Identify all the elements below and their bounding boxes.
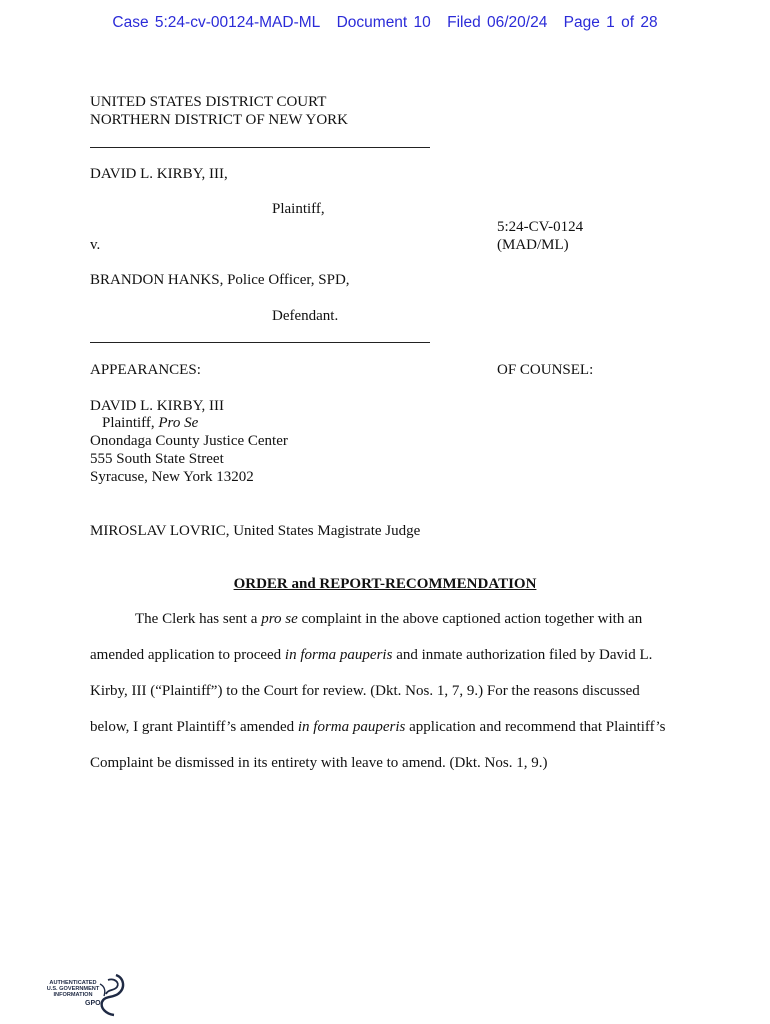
address-line2: 555 South State Street (90, 451, 224, 467)
case-number-line1: 5:24-CV-0124 (497, 219, 584, 235)
gpo-logo-text-line2: U.S. GOVERNMENT (46, 986, 100, 992)
address-line1: Onondaga County Justice Center (90, 433, 288, 449)
versus-label: v. (90, 237, 101, 253)
body-line-4: below, I grant Plaintiff’s amended in forma pauperis application and recommend that Plaintiff’s (90, 719, 666, 735)
appearance-role: Plaintiff, Pro Se (102, 415, 199, 431)
eagle-emblem-icon (94, 972, 128, 1018)
gpo-authentication-logo (44, 972, 134, 1020)
order-title: ORDER and REPORT-RECOMMENDATION (233, 576, 537, 592)
page-number-header: Page 1 of 28 (563, 14, 658, 31)
appearance-name: DAVID L. KIRBY, III (90, 398, 225, 414)
plaintiff-name: DAVID L. KIRBY, III, (90, 166, 228, 182)
defendant-role: Defendant. (272, 308, 339, 324)
body-line-3: Kirby, III (“Plaintiff”) to the Court for review. (Dkt. Nos. 1, 7, 9.) For the reasons discussed (90, 683, 640, 699)
gpo-logo-text-line1: AUTHENTICATED (49, 980, 97, 986)
body-line-1: The Clerk has sent a pro se complaint in the above captioned action together with an (135, 611, 643, 627)
gpo-logo-mark-text: GPO (85, 1000, 101, 1007)
body-line-5: Complaint be dismissed in its entirety with leave to amend. (Dkt. Nos. 1, 9.) (90, 755, 548, 771)
address-line3: Syracuse, New York 13202 (90, 469, 254, 485)
court-name-line2: NORTHERN DISTRICT OF NEW YORK (90, 112, 348, 128)
caption-top-rule (90, 147, 430, 148)
judge-line: MIROSLAV LOVRIC, United States Magistrate Judge (90, 523, 421, 539)
plaintiff-role: Plaintiff, (272, 201, 325, 217)
case-number-line2: (MAD/ML) (497, 237, 569, 253)
defendant-name: BRANDON HANKS, Police Officer, SPD, (90, 272, 350, 288)
of-counsel-heading: OF COUNSEL: (497, 362, 594, 378)
case-header-stamp (0, 14, 770, 32)
appearances-heading: APPEARANCES: (90, 362, 201, 378)
caption-bottom-rule (90, 342, 430, 343)
document-number-header: Document 10 (336, 14, 431, 31)
gpo-logo-text-line3: INFORMATION (53, 992, 93, 998)
case-number-header: Case 5:24-cv-00124-MAD-ML (112, 14, 321, 31)
court-name-line1: UNITED STATES DISTRICT COURT (90, 94, 327, 110)
body-line-2: amended application to proceed in forma pauperis and inmate authorization filed by David L. (90, 647, 653, 663)
filed-date-header: Filed 06/20/24 (447, 14, 548, 31)
